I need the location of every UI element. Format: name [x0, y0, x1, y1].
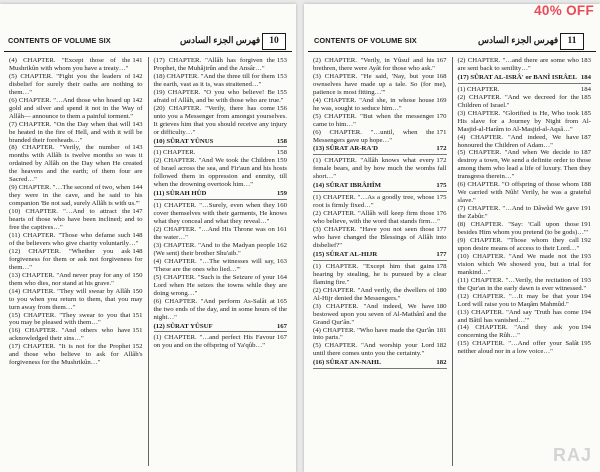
- entry-page-number: 175: [436, 182, 447, 190]
- toc-entry: [154, 73, 288, 89]
- entry-page-number: 193: [580, 252, 591, 260]
- entry-title: (14) CHAPTER. "And they ask you concerning the Rûh…": [457, 324, 579, 340]
- entry-title: (14) CHAPTER. "They will swear by Allâh to you when you return to them, that you may turn away from them…": [9, 287, 143, 311]
- entry-page-number: 143: [132, 144, 143, 152]
- entry-page-number: 167: [276, 322, 287, 330]
- toc-entry: [458, 134, 592, 150]
- entry-page-number: 167: [436, 57, 447, 64]
- toc-entry: [9, 184, 143, 208]
- toc-entry: [154, 274, 288, 298]
- section-heading: [458, 74, 592, 84]
- entry-title: (6) CHAPTER. "…And those who hoard up gold and silver and spend it not in the Way of Allâh— announce to them a painful torment.": [9, 96, 143, 120]
- entry-title: (1) CHAPTER.: [153, 149, 196, 157]
- toc-entry: [9, 208, 143, 232]
- entry-page-number: 169: [436, 96, 447, 104]
- entry-title: (3) CHAPTER. "And to the Madyan people (We sent) their brother Shu'aib.": [153, 241, 275, 257]
- entry-page-number: 159: [276, 157, 287, 165]
- toc-entry: [154, 202, 288, 226]
- toc-entry: [458, 237, 592, 253]
- entry-page-number: 191: [580, 205, 591, 213]
- page-number-box: 10: [262, 33, 286, 50]
- entry-title: (15) CHAPTER. "They swear to you that you may be pleased with them…": [9, 311, 131, 327]
- toc-entry: [154, 149, 288, 157]
- right-page-header: [308, 33, 596, 51]
- entry-page-number: 159: [276, 190, 287, 198]
- toc-entry: [9, 288, 143, 312]
- entry-page-number: 191: [580, 221, 591, 229]
- header-title: CONTENTS OF VOLUME SIX: [314, 36, 417, 45]
- entry-page-number: 151: [132, 311, 143, 319]
- entry-page-number: 176: [436, 210, 447, 218]
- entry-title: (17) CHAPTER. "It is not for the Prophet and those who believe to ask for Allâh's forgiveness for the Mushrikûn…": [9, 343, 143, 367]
- header-rule: [4, 51, 292, 52]
- toc-entry: [9, 272, 143, 288]
- entry-page-number: 194: [580, 292, 591, 300]
- toc-entry: [9, 73, 143, 97]
- entry-page-number: 153: [276, 72, 287, 80]
- entry-page-number: 152: [132, 343, 143, 351]
- toc-entry: [313, 113, 447, 129]
- left-column-1: [4, 57, 148, 466]
- toc-entry: [154, 105, 288, 137]
- toc-entry: [458, 94, 592, 110]
- toc-entry: [313, 342, 447, 358]
- entry-title: (2) CHAPTER. "Verily, in Yûsuf and his brethren, there were Ayât for those who ask.": [313, 57, 435, 72]
- left-column-2: [148, 57, 293, 466]
- entry-page-number: 148: [132, 231, 143, 239]
- toc-entry: [9, 312, 143, 328]
- entry-title: (2) CHAPTER. "Allâh will keep firm those who believe, with the word that stands firm…": [313, 210, 440, 226]
- right-page: [304, 4, 600, 472]
- toc-entry: [458, 253, 592, 277]
- entry-title: (9) CHAPTER. "Those whom they call upon desire means of access to their Lord…": [457, 236, 580, 252]
- entry-page-number: 178: [436, 262, 447, 270]
- entry-page-number: 193: [580, 276, 591, 284]
- entry-title: (12) CHAPTER. "…It may be that your Lord will raise you to Maqâm Mahmûd.": [457, 292, 579, 308]
- entry-page-number: 181: [436, 326, 447, 334]
- toc-entry: [458, 324, 592, 340]
- toc-entry: [154, 89, 288, 105]
- right-column-1: [308, 57, 452, 466]
- entry-page-number: 180: [436, 302, 447, 310]
- entry-title: (4) CHAPTER. "And she, in whose house he was, sought to seduce him…": [313, 96, 435, 112]
- toc-entry: [313, 327, 447, 343]
- entry-page-number: 158: [276, 137, 287, 145]
- entry-title: (3) CHAPTER. "He said, 'Nay, but your ownselves have made up a tale. So (for me), patience is most fitting…'": [313, 72, 447, 96]
- toc-entry: [313, 97, 447, 113]
- entry-title: (15) SÛRAT AL-HIJR: [313, 250, 378, 258]
- entry-title: (13) CHAPTER. "And say 'Truth has come and Bâtil has vanished…'": [457, 308, 579, 324]
- entry-page-number: 167: [276, 334, 287, 342]
- toc-entry: [313, 303, 447, 327]
- entry-title: (5) CHAPTER. "And worship your Lord until there comes unto you the certainty.": [313, 342, 435, 358]
- entry-title: (1) CHAPTER. "Allâh knows what every female bears, and by how much the wombs fall short…": [313, 157, 447, 181]
- entry-page-number: 192: [580, 236, 591, 244]
- entry-title: (16) CHAPTER. "And others who have acknowledged their sins…": [9, 327, 131, 343]
- page-number-box: 11: [560, 33, 584, 50]
- entry-page-number: 195: [580, 340, 591, 348]
- toc-entry: [9, 121, 143, 145]
- entry-title: (2) CHAPTER. "…and there are some who are sent back to senility…": [457, 57, 579, 72]
- entry-title: (11) SÛRAH HÛD: [153, 190, 207, 198]
- entry-title: (20) CHAPTER. "Verily, there has come unto you a Messenger from amongst yourselves. It grieves him that you should receive any injury or difficulty…": [153, 104, 287, 136]
- toc-entry: [313, 263, 447, 287]
- toc-entry: [458, 293, 592, 309]
- entry-page-number: 180: [436, 286, 447, 294]
- entry-title: (5) CHAPTER. "Fight you the leaders of disbelief for surely their oaths are nothing to them…": [9, 72, 143, 96]
- section-heading: [313, 251, 447, 261]
- entry-title: (17) SÛRAT AL-ISRÂ' or BANÎ ISRÂEL: [457, 73, 577, 81]
- discount-badge: 40% OFF: [534, 3, 594, 18]
- entry-page-number: 183: [580, 57, 591, 64]
- toc-entry: [313, 226, 447, 250]
- entry-title: (14) SÛRAT IBRÂHÎM: [313, 182, 382, 190]
- toc-entry: [313, 73, 447, 97]
- entry-page-number: 187: [580, 133, 591, 141]
- entry-page-number: 184: [580, 73, 591, 81]
- entry-title: (2) CHAPTER. "And verily, the dwellers of Al-Hijr denied the Messengers.": [313, 286, 435, 302]
- entry-title: (1) CHAPTER. "…and perfect His Favour on you and on the offspring of Ya'qûb…": [153, 334, 275, 350]
- entry-title: (19) CHAPTER. "O you who believe! Be afraid of Allâh, and be with those who are true.": [153, 88, 284, 104]
- section-heading: [154, 190, 288, 200]
- header-arabic-title: فهرس الجزء السادس: [478, 35, 559, 45]
- entry-page-number: 182: [436, 359, 447, 367]
- entry-title: (13) SÛRAT AR-RA'D: [313, 145, 379, 153]
- entry-title: (16) SÛRAT AN-NAHL: [313, 359, 382, 367]
- entry-page-number: 170: [436, 112, 447, 120]
- entry-page-number: 162: [276, 241, 287, 249]
- entry-page-number: 184: [580, 85, 591, 93]
- entry-page-number: 142: [132, 96, 143, 104]
- entry-page-number: 143: [132, 120, 143, 128]
- header-title: CONTENTS OF VOLUME SIX: [8, 36, 111, 45]
- entry-page-number: 175: [436, 194, 447, 202]
- toc-entry: [154, 57, 288, 73]
- entry-page-number: 168: [436, 72, 447, 80]
- entry-title: (7) CHAPTER. "…And to Dâwûd We gave the Zabûr.": [457, 205, 579, 221]
- entry-title: (15) CHAPTER. "…And offer your Salât neither aloud nor in a low voice…": [457, 340, 579, 356]
- entry-title: (1) CHAPTER. "…As a goodly tree, whose root is firmly fixed…": [313, 194, 435, 210]
- entry-page-number: 156: [276, 104, 287, 112]
- entry-page-number: 142: [132, 72, 143, 80]
- toc-entry: [154, 226, 288, 242]
- toc-entry: [458, 309, 592, 325]
- entry-title: (4) CHAPTER. "Except those of the Mushrikûn with whom you have a treaty…": [9, 57, 131, 72]
- entry-title: (6) CHAPTER. "O offspring of those whom We carried with Nûh! Verily, he was a grateful slave.": [457, 181, 591, 205]
- toc-entry: [9, 248, 143, 272]
- entry-page-number: 194: [580, 308, 591, 316]
- toc-entry: [313, 57, 447, 73]
- entry-title: (10) CHAPTER. "…And to attract the hearts of those who have been inclined; and to free the captives…": [9, 208, 143, 232]
- entry-title: (3) CHAPTER. "Have you not seen those who have changed the Blessings of Allâh into disbelief?": [313, 226, 447, 249]
- section-heading: [154, 323, 288, 333]
- entry-title: (1) CHAPTER.: [457, 85, 500, 93]
- toc-entry: [458, 110, 592, 134]
- entry-title: (3) CHAPTER. "Glorified is He, Who took His slave for a Journey by Night from Al-Masjid-al-Harâm to Al-Masjid-al-Aqsâ…": [457, 109, 591, 133]
- entry-page-number: 148: [132, 247, 143, 255]
- toc-entry: [458, 277, 592, 293]
- entry-page-number: 187: [580, 149, 591, 157]
- entry-page-number: 151: [132, 327, 143, 335]
- left-page-columns: [4, 57, 292, 466]
- entry-page-number: 153: [276, 57, 287, 64]
- entry-title: (5) CHAPTER. "And when We decide to destroy a town, We send a definite order to those among them who lead a life of luxury. Then they transgress therein…": [457, 149, 591, 181]
- toc-entry: [313, 210, 447, 226]
- entry-page-number: 141: [132, 57, 143, 64]
- toc-entry: [9, 327, 143, 343]
- entry-page-number: 188: [580, 181, 591, 189]
- entry-title: (10) CHAPTER. "And We made not the vision which We showed you, but a trial for mankind…": [457, 252, 591, 276]
- entry-page-number: 172: [436, 145, 447, 153]
- entry-title: (4) CHAPTER. "And indeed, We have honoured the Children of Adam…": [457, 133, 579, 149]
- toc-entry: [313, 157, 447, 181]
- entry-title: (6) CHAPTER. "…until, when the Messengers gave up hope…": [313, 128, 435, 144]
- right-column-2: [452, 57, 597, 466]
- entry-title: (12) SÛRAT YÛSUF: [153, 322, 213, 330]
- entry-title: (10) SÛRAT YÛNUS: [153, 137, 214, 145]
- entry-title: (18) CHAPTER. "And the three till for them the earth, vast as it is, was straitened…": [153, 72, 275, 88]
- entry-title: (8) CHAPTER. "Say: 'Call upon those besides Him whom you pretend (to be gods)…'": [457, 221, 589, 237]
- entry-page-number: 164: [276, 273, 287, 281]
- toc-entry: [458, 57, 592, 73]
- entry-page-number: 144: [132, 184, 143, 192]
- entry-title: (5) CHAPTER. "But when the messenger came to him…": [313, 112, 435, 128]
- toc-entry: [458, 205, 592, 221]
- entry-title: (11) CHAPTER. "…Verily, the recitation of the Qur'an in the early dawn is ever witnessed.": [457, 276, 587, 292]
- entry-page-number: 171: [436, 128, 447, 136]
- toc-entry: [9, 232, 143, 248]
- entry-page-number: 147: [132, 208, 143, 216]
- entry-page-number: 185: [580, 109, 591, 117]
- entry-title: (3) CHAPTER. "And indeed, We have bestowed upon you seven of Al-Mathânî and the Grand Qur'ân.": [313, 302, 447, 326]
- entry-title: (1) CHAPTER. "Except him that gains hearing by stealing, he is pursued by a clear flaming fire.": [313, 262, 447, 286]
- toc-entry: [313, 194, 447, 210]
- entry-page-number: 161: [276, 226, 287, 234]
- toc-entry: [154, 242, 288, 258]
- entry-page-number: 150: [132, 287, 143, 295]
- toc-entry: [154, 334, 288, 350]
- watermark: RAJ: [552, 445, 592, 465]
- entry-title: (13) CHAPTER. "And never pray for any of them who dies, nor stand at his grave.": [9, 271, 131, 287]
- entry-title: (4) CHAPTER. "Who have made the Qur'ân into parts.": [313, 326, 435, 342]
- section-heading: [313, 145, 447, 155]
- left-page-header: [4, 33, 292, 51]
- entry-page-number: 194: [580, 324, 591, 332]
- entry-page-number: 158: [276, 149, 287, 157]
- toc-entry: [154, 258, 288, 274]
- entry-title: (5) CHAPTER. "Such is the Seizure of your Lord when He seizes the towns while they are doing wrong…": [153, 273, 287, 297]
- left-page: [0, 4, 296, 472]
- toc-entry: [458, 181, 592, 205]
- header-rule: [308, 51, 596, 52]
- section-heading: [313, 359, 447, 369]
- toc-entry: [9, 144, 143, 184]
- entry-title: (4) CHAPTER. "…The witnesses will say, 'These are the ones who lied…'": [153, 257, 275, 273]
- entry-page-number: 163: [276, 257, 287, 265]
- toc-entry: [154, 298, 288, 322]
- toc-entry: [313, 287, 447, 303]
- toc-entry: [458, 221, 592, 237]
- entry-page-number: 155: [276, 88, 287, 96]
- entry-page-number: 182: [436, 342, 447, 350]
- entry-page-number: 150: [132, 271, 143, 279]
- section-heading: [313, 182, 447, 192]
- toc-entry: [458, 149, 592, 181]
- entry-title: (2) CHAPTER. "And We took the Children of Israel across the sea, and Fir'aun and his hosts followed them in oppression and enmity, till when the drowning overtook him…": [153, 157, 287, 189]
- toc-entry: [458, 86, 592, 94]
- entry-title: (6) CHAPTER. "And perform As-Salât at the two ends of the day, and in some hours of the night…": [153, 297, 287, 321]
- entry-page-number: 185: [580, 93, 591, 101]
- right-page-columns: [308, 57, 596, 466]
- entry-page-number: 165: [276, 297, 287, 305]
- entry-title: (2) CHAPTER. "And we decreed for the Children of Israel.": [457, 93, 579, 109]
- entry-page-number: 177: [436, 226, 447, 234]
- entry-title: (7) CHAPTER. "On the Day when that will be heated in the fire of Hell, and with it will be branded their foreheads…": [9, 120, 143, 144]
- toc-entry: [313, 129, 447, 145]
- toc-entry: [9, 343, 143, 367]
- toc-entry: [154, 157, 288, 189]
- entry-title: (9) CHAPTER. "…The second of two, when they were in the cave, and he said to his companion 'Be not sad, surely Allâh is with us.'": [9, 184, 143, 208]
- entry-title: (1) CHAPTER. "…Surely, even when they cover themselves with their garments, He knows what they conceal and what they reveal…": [153, 202, 287, 226]
- toc-entry: [458, 340, 592, 356]
- entry-title: (8) CHAPTER. "Verily, the number of months with Allâh is twelve months so was it ordained by Allâh on the Day when He created the heavens and the earth; of them four are Sacred…": [9, 144, 143, 184]
- entry-page-number: 172: [436, 157, 447, 165]
- entry-title: (17) CHAPTER. "Allâh has forgiven the Prophet, the Muhâjirûn and the Ansâr…": [153, 57, 275, 72]
- entry-page-number: 177: [436, 250, 447, 258]
- entry-title: (12) CHAPTER. "Whether you ask forgiveness for them or ask not forgiveness for them…": [9, 247, 143, 271]
- entry-page-number: 160: [276, 202, 287, 210]
- entry-title: (2) CHAPTER. "…And His Throne was on the water…": [153, 226, 275, 242]
- toc-entry: [9, 57, 143, 73]
- toc-entry: [9, 97, 143, 121]
- entry-title: (11) CHAPTER. "Those who defame such of the believers who give charity voluntarily…": [9, 231, 139, 247]
- header-arabic-title: فهرس الجزء السادس: [180, 35, 261, 45]
- section-heading: [154, 138, 288, 148]
